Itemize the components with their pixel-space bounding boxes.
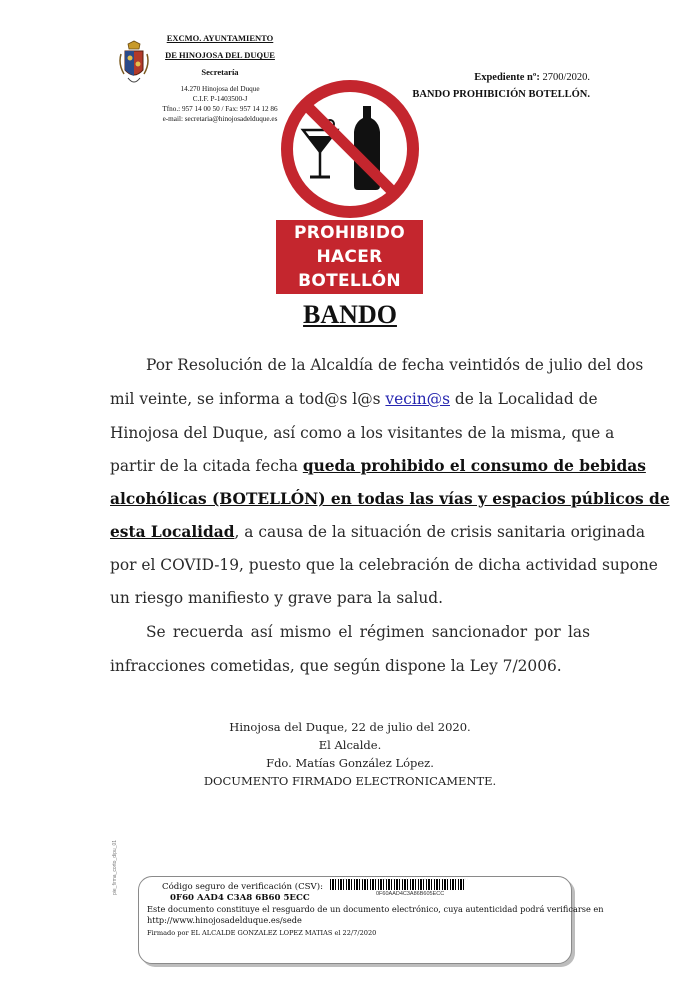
- verification-url-link[interactable]: http://www.hinojosadelduque.es/sede: [147, 915, 302, 925]
- paragraph1-line8: un riesgo manifiesto y grave para la salud.: [110, 589, 443, 607]
- side-code: pie_firma_corto_dipu_01: [112, 839, 118, 895]
- banner-line2: HACER: [316, 247, 383, 267]
- no-alcohol-sign-icon: [279, 78, 421, 220]
- prohibition-statement-part1: queda prohibido el consumo de bebidas: [302, 457, 646, 475]
- prohibition-statement-part2: alcohólicas (BOTELLÓN) en todas las vías y espacios públicos de: [110, 490, 670, 508]
- signature-role: El Alcalde.: [318, 738, 382, 752]
- expediente-subject: BANDO PROHIBICIÓN BOTELLÓN.: [412, 89, 590, 100]
- barcode-icon: [330, 879, 466, 890]
- prohibition-banner: [276, 220, 423, 294]
- footer-signed: Firmado por EL ALCALDE GONZALEZ LOPEZ MATIAS el 22/7/2020: [147, 929, 377, 937]
- document-title: BANDO: [303, 300, 397, 329]
- csv-label: Código seguro de verificación (CSV):: [162, 882, 324, 892]
- letterhead-line1: EXCMO. AYUNTAMIENTO: [166, 33, 274, 43]
- letterhead-line2: DE HINOJOSA DEL DUQUE: [165, 50, 275, 60]
- paragraph1-line7: por el COVID-19, puesto que la celebración de dicha actividad supone: [110, 556, 658, 574]
- paragraph1-line1: Por Resolución de la Alcaldía de fecha veintidós de julio del dos: [146, 356, 644, 374]
- paragraph2-line2: infracciones cometidas, que según dispone la Ley 7/2006.: [110, 657, 562, 675]
- letterhead-cif: C.I.F. P-1403500-J: [192, 95, 248, 103]
- paragraph1-line2b: de la Localidad de: [449, 390, 598, 408]
- expediente-number: [474, 72, 590, 83]
- signature-name: Fdo. Matías González López.: [266, 756, 434, 770]
- paragraph1-line6b: , a causa de la situación de crisis sanitaria originada: [234, 523, 646, 541]
- municipal-crest-icon: [118, 40, 150, 88]
- banner-line1: PROHIBIDO: [293, 223, 406, 243]
- paragraph1-line4: [110, 457, 646, 475]
- signature-note: DOCUMENTO FIRMADO ELECTRONICAMENTE.: [203, 774, 497, 788]
- letterhead-phone: Tfno.: 957 14 00 50 / Fax: 957 14 12 86: [162, 105, 278, 113]
- expediente-label: Expediente nº:: [474, 72, 540, 83]
- banner-line3: BOTELLÓN: [298, 271, 401, 291]
- prohibition-statement-part3: esta Localidad: [110, 523, 235, 541]
- letterhead-department: Secretaría: [201, 67, 239, 77]
- letterhead-address: 14.270 Hinojosa del Duque: [180, 85, 260, 93]
- expediente-value: 2700/2020.: [539, 72, 590, 83]
- footer-line1: Este documento constituye el resguardo de un documento electrónico, cuya autenticidad podrá verificarse en: [147, 904, 604, 914]
- paragraph1-line3: Hinojosa del Duque, así como a los visitantes de la misma, que a: [110, 424, 615, 442]
- paragraph1-line4a: partir de la citada fecha: [110, 457, 303, 475]
- barcode-text: 0F60AAD4C3A86B605ECC: [376, 891, 445, 897]
- vecinos-link[interactable]: vecin@s: [385, 390, 450, 408]
- letterhead-email: e-mail: secretaria@hinojosadelduque.es: [162, 115, 278, 123]
- paragraph2-line1: Se recuerda así mismo el régimen sancionador por las: [146, 623, 590, 641]
- paragraph1-line6: [110, 523, 646, 541]
- signature-place-date: Hinojosa del Duque, 22 de julio del 2020.: [229, 720, 471, 734]
- csv-value: 0F60 AAD4 C3A8 6B60 5ECC: [170, 893, 310, 903]
- paragraph1-line2a: mil veinte, se informa a tod@s l@s: [110, 390, 386, 408]
- paragraph1-line2: [110, 390, 598, 408]
